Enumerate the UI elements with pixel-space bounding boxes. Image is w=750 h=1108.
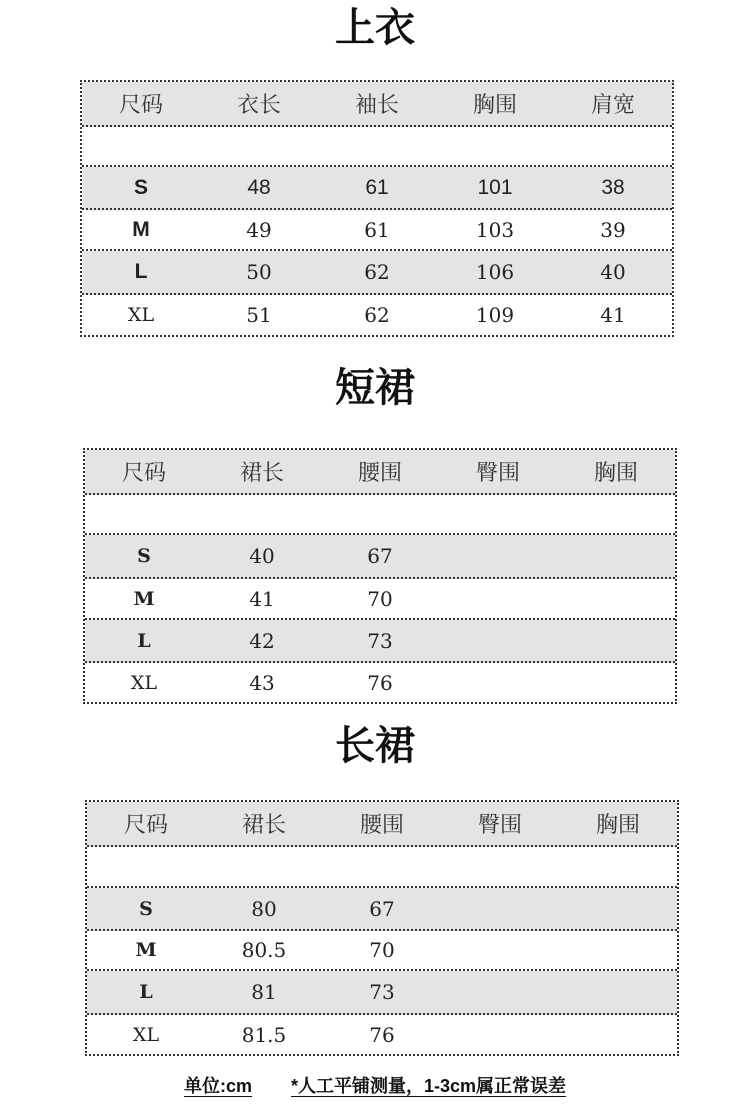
value-cell: 67 (369, 896, 395, 921)
header-size: 尺码 (123, 813, 168, 838)
table-row (82, 210, 672, 251)
table-row (85, 620, 675, 663)
value-cell: 70 (367, 586, 393, 611)
header-waist: 腰围 (359, 813, 404, 838)
size-label: XL (132, 1023, 160, 1046)
value-cell: 106 (475, 260, 515, 284)
value-cell: 41 (600, 303, 626, 327)
size-label: L (134, 260, 148, 283)
value-cell: 80.5 (241, 938, 287, 962)
value-cell: 73 (369, 980, 395, 1004)
value-cell: 42 (249, 628, 275, 653)
size-label: XL (127, 304, 155, 326)
header-skirt-length: 裙长 (241, 813, 286, 838)
header-hip: 臀围 (475, 461, 520, 486)
size-label: XL (130, 671, 158, 694)
value-cell: 40 (600, 260, 626, 284)
value-cell: 81 (251, 980, 277, 1004)
table-spacer-row (87, 847, 677, 888)
tolerance-note: *人工平铺测量，1-3cm属正常误差 (290, 1076, 567, 1096)
value-cell: 103 (475, 217, 515, 242)
value-cell: 43 (249, 670, 275, 695)
value-cell: 67 (367, 544, 393, 568)
value-cell: 51 (246, 303, 272, 327)
value-cell: 81.5 (241, 1022, 287, 1047)
size-label: M (132, 217, 150, 241)
table-row (87, 1015, 677, 1054)
size-label: M (135, 939, 157, 961)
table-row (85, 535, 675, 579)
table-header-row (85, 450, 675, 495)
short-skirt-size-table (83, 448, 677, 704)
size-label: L (137, 629, 151, 652)
table-spacer-row (82, 127, 672, 167)
header-skirt-length: 裙长 (239, 461, 284, 486)
value-cell: 76 (367, 670, 393, 695)
value-cell: 80 (251, 896, 277, 921)
tops-size-table (80, 80, 674, 337)
table-row (82, 295, 672, 335)
header-size: 尺码 (121, 461, 166, 486)
value-cell: 62 (364, 260, 390, 284)
value-cell: 76 (369, 1022, 395, 1047)
header-length: 衣长 (236, 93, 281, 118)
short-skirt-title: 短裙 (335, 364, 415, 411)
value-cell: 49 (246, 217, 272, 242)
long-skirt-title: 长裙 (335, 722, 415, 769)
table-row (87, 931, 677, 971)
table-row (87, 888, 677, 931)
value-cell: 50 (246, 260, 272, 284)
size-label: M (133, 587, 155, 610)
value-cell: 62 (364, 303, 390, 327)
table-header-row (82, 82, 672, 127)
header-size: 尺码 (118, 93, 163, 118)
value-cell: 101 (477, 175, 513, 199)
value-cell: 61 (364, 217, 390, 242)
value-cell: 109 (475, 303, 515, 327)
size-label: S (139, 897, 153, 920)
header-bust: 胸围 (472, 93, 517, 118)
measurement-note (0, 1072, 750, 1098)
header-bust: 胸围 (595, 813, 640, 838)
header-waist: 腰围 (357, 461, 402, 486)
header-shoulder: 肩宽 (590, 93, 635, 118)
header-hip: 臀围 (477, 813, 522, 838)
value-cell: 40 (249, 544, 275, 568)
long-skirt-size-table (85, 800, 679, 1056)
header-bust: 胸围 (593, 461, 638, 486)
header-sleeve: 袖长 (354, 93, 399, 118)
table-row (85, 579, 675, 620)
value-cell: 41 (249, 586, 275, 611)
table-spacer-row (85, 495, 675, 535)
table-row (85, 663, 675, 702)
value-cell: 73 (367, 628, 393, 653)
value-cell: 39 (600, 217, 626, 242)
size-label: L (139, 981, 153, 1003)
value-cell: 70 (369, 938, 395, 962)
value-cell: 38 (601, 175, 625, 199)
size-label: S (133, 175, 148, 199)
value-cell: 61 (365, 175, 389, 199)
unit-label: 单位:cm (183, 1076, 252, 1096)
size-label: S (137, 545, 151, 567)
tops-title: 上衣 (335, 4, 415, 51)
table-row (87, 971, 677, 1015)
table-header-row (87, 802, 677, 847)
table-row (82, 251, 672, 295)
value-cell: 48 (247, 175, 271, 199)
table-row (82, 167, 672, 210)
